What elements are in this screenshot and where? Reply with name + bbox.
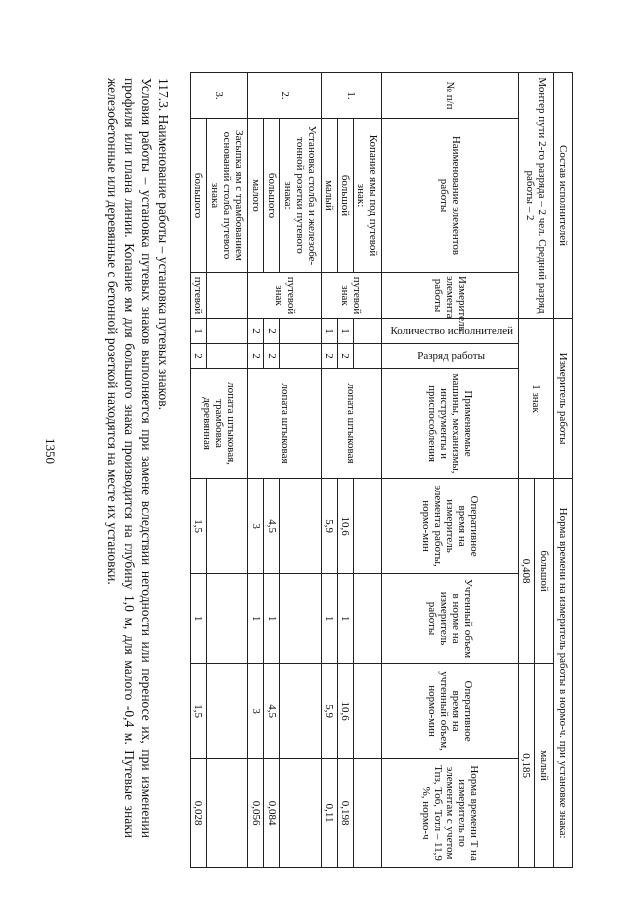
row-norm-t: 0,198 [337,759,353,868]
header-num-executors: Количество исполнителей [390,325,513,338]
row-volume-big: 1 [321,574,337,664]
group-meter: путевой знак [321,273,382,319]
row-op-time-big: 10,6 [337,479,353,574]
row-name: большого [264,119,280,273]
group-meter: путевой [191,273,207,319]
row-op-time-small: 10,6 [337,664,353,759]
row-norm-t: 0,11 [321,759,337,868]
header-tools: Применяемые машины, механизмы, инструменты и приспособления [382,369,519,479]
row-op-time-small: 5,9 [321,664,337,759]
header-executors-composition: Состав исполнителей [553,73,572,319]
row-volume-big: 1 [264,574,280,664]
header-big-value: 0,408 [518,479,534,664]
header-element-meter: Измеритель элемента работы [382,273,519,319]
row-grade: 2 [321,344,337,369]
row-op-time-small: 3 [248,664,264,759]
header-work-meter-value: 1 знак [518,319,553,479]
group-title: Установка столба и железобе-тонной розетки путевого знака: [280,119,321,273]
header-small-value: 0,185 [518,664,534,868]
header-norm-t: Норма времени Т на измеритель по элементам с учетом Тпз, Тоб, Тотл – 11,9 %, нормо-ч [382,759,519,868]
group-meter: путевой знак [248,273,321,319]
table-row [280,73,321,868]
row-op-time-small: 4,5 [264,664,280,759]
section-title: 117.3. Наименование работы – установка путевых знаков. [156,78,171,410]
row-name: малый [321,119,337,273]
row-op-time-big: 1,5 [191,479,207,574]
section-intro [104,78,172,838]
header-small: малый [534,664,553,868]
norms-table [190,72,573,868]
header-work-element-name: Наименование элементов работы [382,119,519,273]
row-grade: 2 [191,344,207,369]
header-op-time: Оперативное время на измеритель элемента работы, нормо-мин [382,479,519,574]
group-tool: лопата штыковая [248,369,321,479]
row-op-time-big: 4,5 [264,479,280,574]
group-title: Засыпка ям с трамбованием оснований столба путевого знака [206,119,247,273]
header-num-executors-cell [382,319,519,344]
row-executors: 2 [248,319,264,344]
row-norm-t: 0,056 [248,759,264,868]
row-executors: 1 [191,319,207,344]
row-executors: 2 [264,319,280,344]
header-work-meter: Измеритель работы [553,319,572,479]
header-big: большой [534,479,553,664]
row-executors: 1 [321,319,337,344]
row-volume-big: 1 [191,574,207,664]
row-op-time-big: 5,9 [321,479,337,574]
row-norm-t: 0,028 [191,759,207,868]
header-work-grade-cell [382,344,519,369]
group-title: Копание ямы под путевой знак: [353,119,382,273]
header-num: № п/п [382,73,519,119]
row-grade: 2 [264,344,280,369]
group-number: 1. [321,73,382,119]
group-tool: лопата штыковая, трамбовка деревянная [191,369,248,479]
header-time-norm: Норма времени на измеритель работы в нормо-ч. при установке знака: [553,479,572,868]
header-executors-detail: Монтер пути 2-го разряда – 2 чел. Средний разряд работы – 2 [518,73,553,319]
row-name: большого [191,119,207,273]
row-volume-big: 1 [337,574,353,664]
row-op-time-big: 3 [248,479,264,574]
group-tool: лопата штыковая [321,369,382,479]
row-executors: 1 [337,319,353,344]
header-work-grade: Разряд работы [417,350,486,363]
page-number: 1350 [43,438,58,464]
header-counted-volume: Учтенный объем в норме на измеритель работы [382,574,519,664]
table-row [353,73,382,868]
row-grade: 2 [337,344,353,369]
row-name: большой [337,119,353,273]
header-op-time-counted: Оперативное время на учтенный объем, нормо-мин [382,664,519,759]
norms-table-wrapper [190,72,573,867]
row-norm-t: 0,084 [264,759,280,868]
conditions-text: Условия работы – установка путевых знаков выполняется при замене вследствии негодности или переносе их, при изменении профиля или плана линии. Копание ям для большого знака производится на глубину 1,0 м, для малого -0,4 м. Путевые знаки железобетонные или деревянные с бетонной розеткой находятся на месте их установки. [105,78,154,838]
row-grade: 2 [248,344,264,369]
row-volume-big: 1 [248,574,264,664]
row-op-time-small: 1,5 [191,664,207,759]
row-name: малого [248,119,264,273]
group-number: 2. [248,73,321,119]
group-number: 3. [191,73,248,119]
table-row [206,73,247,868]
